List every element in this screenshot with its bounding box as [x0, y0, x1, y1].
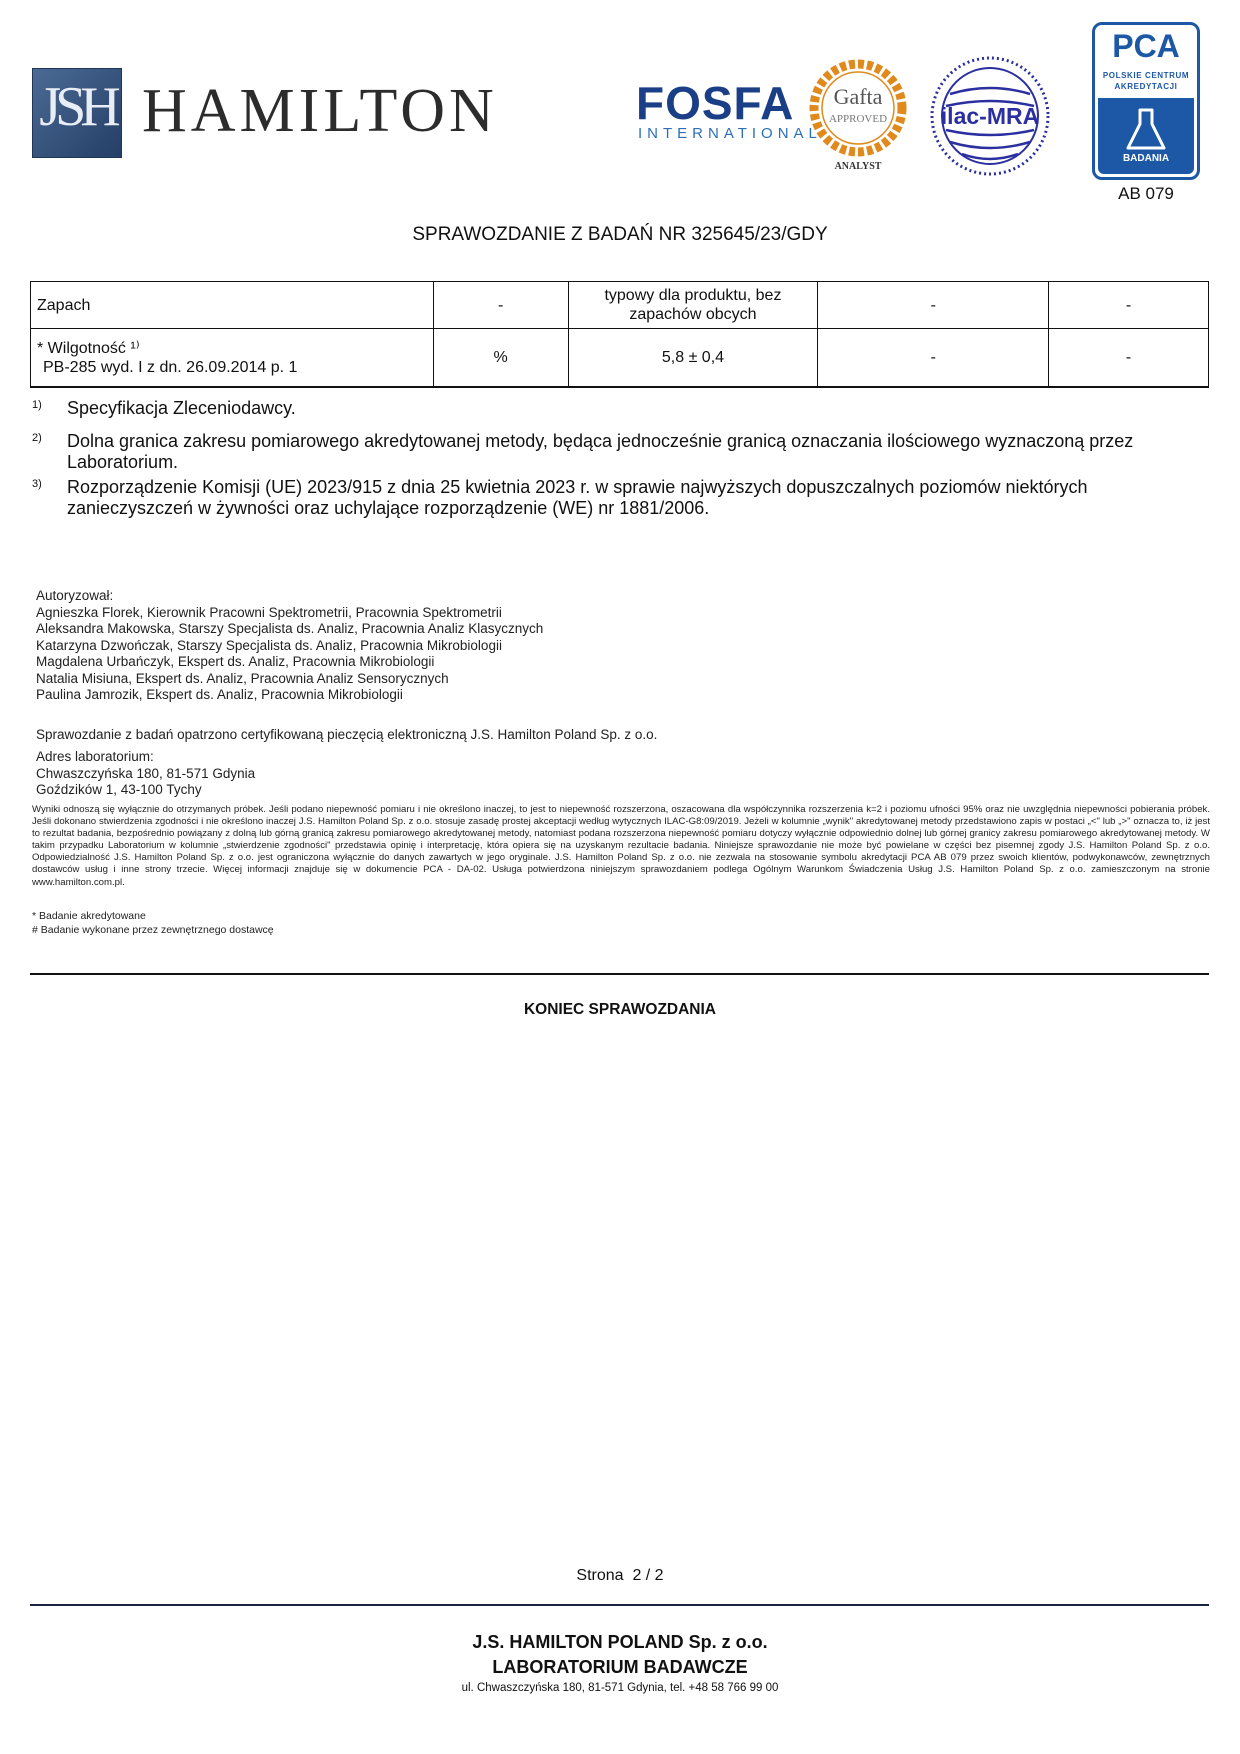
divider	[30, 973, 1209, 975]
footer-lab: LABORATORIUM BADAWCZE	[492, 1657, 748, 1677]
authorizer: Magdalena Urbańczyk, Ekspert ds. Analiz, Pracownia Mikrobiologii	[36, 654, 435, 669]
table-row	[31, 329, 1209, 388]
result-cell: typowy dla produktu, bez zapachów obcych	[568, 282, 818, 329]
gafta-wreath-icon	[808, 58, 908, 174]
method-reference: PB-285 wyd. I z dn. 26.09.2014 p. 1	[43, 358, 298, 376]
results-table	[30, 281, 1209, 388]
parameter-name: Zapach	[31, 282, 434, 329]
authorizer: Paulina Jamrozik, Ekspert ds. Analiz, Pracownia Mikrobiologii	[36, 687, 403, 702]
unit-cell: -	[433, 282, 568, 329]
unit-cell: %	[433, 329, 568, 388]
fosfa-subtitle: INTERNATIONAL	[638, 125, 822, 142]
requirement-cell: -	[818, 282, 1049, 329]
page-number: Strona 2 / 2	[576, 1567, 664, 1584]
authorizer: Agnieszka Florek, Kierownik Pracowni Spektrometrii, Pracownia Spektrometrii	[36, 604, 502, 620]
footnote: 1) Specyfikacja Zleceniodawcy.	[32, 398, 296, 418]
hamilton-wordmark: HAMILTON	[142, 77, 498, 145]
authorizer: Aleksandra Makowska, Starszy Specjalista ds. Analiz, Pracownia Analiz Klasycznych	[36, 621, 544, 636]
legend: * Badanie akredytowane # Badanie wykonane przez zewnętrznego dostawcę	[32, 910, 274, 936]
flask-icon	[1098, 104, 1194, 156]
pca-logo	[1092, 22, 1200, 180]
footnote: 2) Dolna granica zakresu pomiarowego akredytowanej metody, będąca jednocześnie granicą oznaczania ilościowego wyznaczoną przez Laboratorium.	[32, 431, 1134, 472]
footnote: 3) Rozporządzenie Komisji (UE) 2023/915 z dnia 25 kwietnia 2023 r. w sprawie najwyższych dopuszczalnych poziomów niektórych zanieczyszczeń w żywności oraz uchylające rozporządzenie (WE) nr 1881/2006.	[32, 477, 1088, 518]
fosfa-wordmark: FOSFA	[636, 77, 795, 129]
end-of-report: KONIEC SPRAWOZDANIA	[523, 1001, 717, 1018]
conformity-cell: -	[1049, 329, 1209, 388]
authorization-label: Autoryzował:	[36, 588, 114, 603]
fosfa-logo	[636, 76, 822, 146]
gafta-role: ANALYST	[834, 161, 882, 172]
authorization-block	[36, 588, 543, 704]
gafta-approved: APPROVED	[828, 113, 888, 125]
pca-subtitle: POLSKIE CENTRUM AKREDYTACJI	[1102, 71, 1190, 91]
authorizer: Katarzyna Dzwończak, Starszy Specjalista ds. Analiz, Pracownia Mikrobiologii	[36, 637, 502, 653]
requirement-cell: -	[818, 329, 1049, 388]
disclaimer: Wyniki odnoszą się wyłącznie do otrzymanych próbek. Jeśli podano niepewność pomiaru i nie określono inaczej, to jest to niepewność rozszerzona, oszacowana dla współczynnika rozszerzenia k=2 i poziomu ufności 95% oraz nie uwzględnia niepewności pobierania próbek. Jeśli dokonano stwierdzenia zgodności i nie określono inaczej J.S. Hamilton Poland Sp. z o.o. stosuje zasadę prostej akceptacji według wytycznych ILAC-G8:09/2019. Jeżeli w kolumnie „wynik" akredytowanej metody przedstawiono zapis w postaci „<" lub „>" oznacza to, iż jest to rezultat badania, bezpośrednio powiązany z dolną lub górną granicą zakresu pomiarowego akredytowanej metody, natomiast podana rozszerzona niepewność pomiaru dotyczy wyłącznie odpowiednio dolnej lub górnej granicy zakresu pomiarowego akredytowanej metody. W takim przypadku Laboratorium w kolumnie „stwierdzenie zgodności" przedstawia opinię i interpretację, która opiera się na uzyskanym rezultacie badania. Niniejsze sprawozdanie nie może być powielane w części bez pisemnej zgody J.S. Hamilton Poland Sp. z o.o. Odpowiedzialność J.S. Hamilton Poland Sp. z o.o. jest ograniczona wyłącznie do danych zawartych w jego oryginale. J.S. Hamilton Poland Sp. z o.o. nie zezwala na stosowanie symbolu akredytacji PCA AB 079 przez swoich klientów, podwykonawców, zewnętrznych dostawców usług i inne strony trzecie. Więcej informacji znajduje się w dokumencie PCA - DA-02. Usługa potwierdzona niniejszym sprawozdaniem podlega Ogólnym Warunkom Świadczenia Usług J.S. Hamilton Poland Sp. z o.o. zamieszczonym na stronie www.hamilton.com.pl.	[32, 804, 1210, 888]
ilac-globe-icon	[928, 54, 1052, 178]
jsh-monogram: JSH	[32, 68, 122, 158]
accreditation-code: AB 079	[1118, 184, 1174, 203]
report-title: SPRAWOZDANIE Z BADAŃ NR 325645/23/GDY	[412, 224, 828, 245]
parameter-name: * Wilgotność ¹⁾ PB-285 wyd. I z dn. 26.09.2014 p. 1	[31, 329, 434, 388]
e-seal-note: Sprawozdanie z badań opatrzono certyfikowaną pieczęcią elektroniczną J.S. Hamilton Poland Sp. z o.o.	[36, 727, 658, 742]
hamilton-logo	[32, 68, 498, 160]
gafta-word: Gafta	[833, 84, 883, 109]
ilac-mra-logo	[928, 54, 1052, 178]
result-cell: 5,8 ± 0,4	[568, 329, 818, 388]
gafta-logo	[808, 58, 908, 174]
ilac-word: ilac-MRA	[940, 103, 1040, 129]
lab-address: Adres laboratorium: Chwaszczyńska 180, 81-571 Gdynia Goździków 1, 43-100 Tychy	[36, 749, 256, 797]
conformity-cell: -	[1049, 282, 1209, 329]
pca-wordmark: PCA	[1112, 28, 1180, 64]
pca-badge: BADANIA	[1098, 98, 1194, 174]
authorizer: Natalia Misiuna, Ekspert ds. Analiz, Pracownia Analiz Sensorycznych	[36, 670, 449, 686]
footer-address: ul. Chwaszczyńska 180, 81-571 Gdynia, tel. +48 58 766 99 00	[461, 1682, 779, 1694]
table-row	[31, 282, 1209, 329]
footer-divider	[30, 1604, 1209, 1606]
footer-company: J.S. HAMILTON POLAND Sp. z o.o.	[472, 1632, 768, 1652]
